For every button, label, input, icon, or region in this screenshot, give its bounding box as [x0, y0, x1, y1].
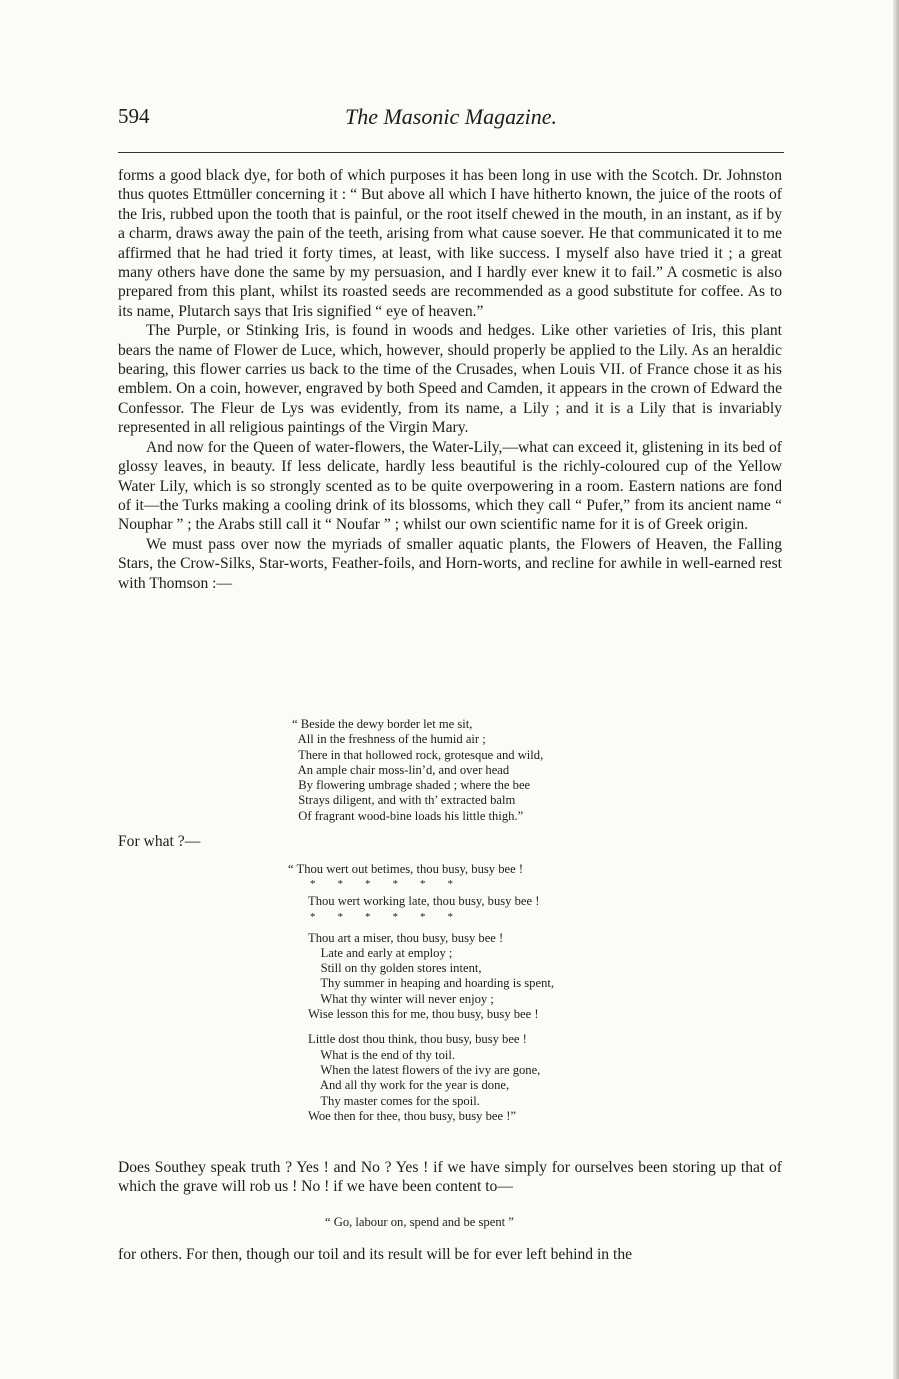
verse-line: Still on thy golden stores intent, — [308, 961, 482, 976]
verse-southey — [288, 862, 554, 1124]
verse-line: Of fragrant wood-bine loads his little thigh.” — [292, 808, 524, 823]
paragraph: And now for the Queen of water-flowers, the Water-Lily,—what can exceed it, glistening in its bed of glossy leaves, in beauty. If less delicate, hardly less beautiful is the richly-coloured cup of the Yellow Water Lily, which is so strongly scented as to be quite overpowering in a room. Eastern nations are fond of it—the Turks making a cooling drink of its blossoms, which they call “ Pufer,” from its ancient name “ Nouphar ” ; the Arabs still call it “ Noufar ” ; whilst our own scientific name for it is of Greek origin. — [118, 438, 782, 534]
asterism: * * * * * * — [310, 910, 453, 923]
paragraph: forms a good black dye, for both of which purposes it has been long in use with the Scotch. Dr. Johnston thus quotes Ettmüller concerning it : “ But above all which I have hitherto known, the juice of the roots of the Iris, rubbed upon the tooth that is painful, or the root itself chewed in the mouth, in an instant, as if by a charm, draws away the pain of the teeth, arising from what cause soever. He that communicated it to me affirmed that he had tried it forty times, at least, with like success. I myself also have tried it ; a great many others have done the same by my persuasion, and I hardly ever knew it to fail.” A cosmetic is also prepared from this plant, whilst its roasted seeds are recommended as a good substitute for coffee. As to its name, Plutarch says that Iris signified “ eye of heaven.” — [118, 167, 782, 320]
verse-line: Strays diligent, and with th’ extracted balm — [292, 793, 516, 808]
verse-line: Thou art a miser, thou busy, busy bee ! — [308, 930, 504, 945]
paragraph: Does Southey speak truth ? Yes ! and No ? Yes ! if we have simply for ourselves been storing up that of which the grave will rob us ! No ! if we have been content to— — [118, 1159, 782, 1196]
verse-line: An ample chair moss-lin’d, and over head — [292, 762, 510, 777]
running-title: The Masonic Magazine. — [344, 104, 558, 129]
verse-line: Thy master comes for the spoil. — [308, 1093, 480, 1108]
verse-line: Woe then for thee, thou busy, busy bee !” — [308, 1108, 517, 1123]
quote-line: “ Go, labour on, spend and be spent ” — [325, 1215, 514, 1229]
verse-line: “ Beside the dewy border let me sit, — [292, 717, 473, 731]
asterism: * * * * * * — [310, 878, 453, 891]
verse-line: Little dost thou think, thou busy, busy bee ! — [308, 1032, 527, 1047]
verse-line: Thou wert working late, thou busy, busy bee ! — [308, 894, 540, 909]
verse-thomson — [292, 717, 543, 824]
verse-line: Thy summer in heaping and hoarding is spent, — [308, 976, 555, 991]
verse-line: By flowering umbrage shaded ; where the bee — [292, 778, 531, 793]
verse-line: “ Thou wert out betimes, thou busy, busy bee ! — [288, 862, 524, 876]
for-what-line: For what ?— — [118, 833, 201, 850]
verse-line: Wise lesson this for me, thou busy, busy bee ! — [308, 1007, 539, 1022]
body-text — [118, 166, 782, 593]
verse-line: There in that hollowed rock, grotesque and wild, — [292, 747, 544, 762]
page-binding-edge — [893, 0, 899, 1379]
verse-line: All in the freshness of the humid air ; — [292, 732, 486, 747]
verse-line: When the latest flowers of the ivy are gone, — [308, 1062, 541, 1077]
verse-line: What is the end of thy toil. — [308, 1047, 456, 1062]
page-header — [118, 104, 784, 140]
paragraph: for others. For then, though our toil and its result will be for ever left behind in the — [118, 1246, 633, 1263]
verse-line: And all thy work for the year is done, — [308, 1078, 510, 1093]
paragraph: The Purple, or Stinking Iris, is found in woods and hedges. Like other varieties of Iris, this plant bears the name of Flower de Luce, which, however, should properly be applied to the Lily. As an heraldic bearing, this flower carries us back to the time of the Crusades, when Louis VII. of France chose it as his emblem. On a coin, however, engraved by both Speed and Camden, it appears in the crown of Edward the Confessor. The Fleur de Lys was evidently, from its name, a Lily ; and it is a Lily that is invariably represented in all religious paintings of the Virgin Mary. — [118, 322, 782, 437]
header-rule — [118, 152, 784, 153]
page-number: 594 — [118, 104, 150, 128]
paragraph: We must pass over now the myriads of smaller aquatic plants, the Flowers of Heaven, the Falling Stars, the Crow-Silks, Star-worts, Feather-foils, and Horn-worts, and recline for awhile in well-earned rest with Thomson :— — [118, 535, 782, 592]
verse-line: Late and early at employ ; — [308, 945, 453, 960]
verse-line: What thy winter will never enjoy ; — [308, 991, 494, 1006]
